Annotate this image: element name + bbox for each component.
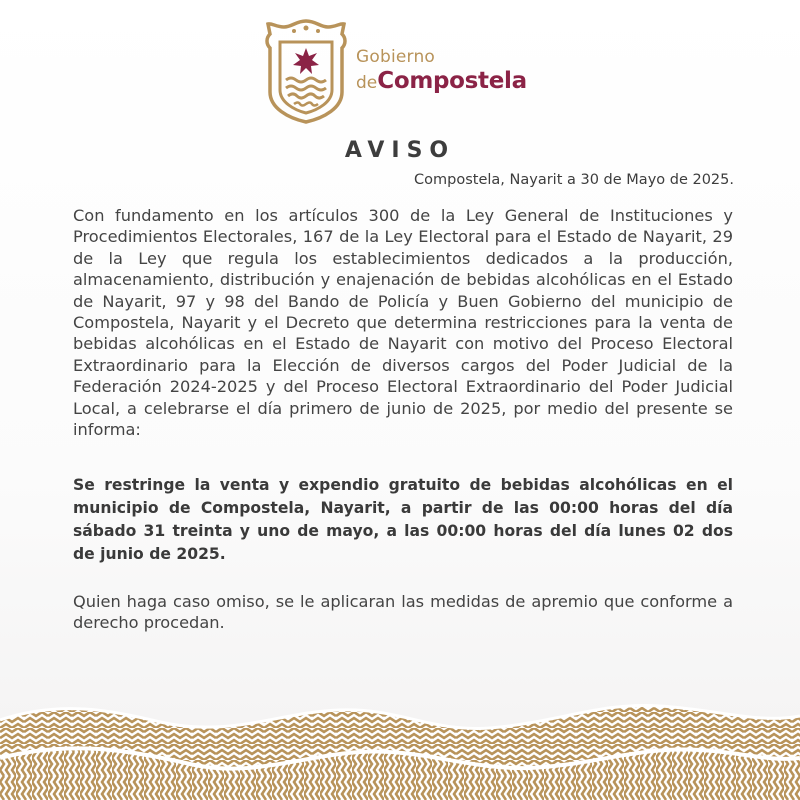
logo-line-gobierno: Gobierno [356, 47, 436, 67]
paragraph-restriction: Se restringe la venta y expendio gratuito de bebidas alcohólicas en el municipio de Compostela, Nayarit, a partir de las 00:00 horas del día sábado 31 treinta y uno de mayo, a las 00:00 horas del día lunes 02 dos de junio de 2025. [73, 476, 733, 563]
municipal-seal-icon [262, 18, 350, 124]
logo-wordmark [356, 47, 527, 97]
notice-date: Compostela, Nayarit a 30 de Mayo de 2025. [414, 172, 734, 188]
logo-line-compostela: Compostela [377, 68, 527, 94]
notice-title: AVISO [344, 138, 456, 163]
paragraph-sanction: Quien haga caso omiso, se le aplicaran las medidas de apremio que conforme a derecho procedan. [73, 592, 733, 633]
woven-wave-pattern-icon [0, 680, 800, 800]
government-logo [262, 18, 552, 128]
paragraph-legal-basis: Con fundamento en los artículos 300 de la Ley General de Instituciones y Procedimientos Electorales, 167 de la Ley Electoral para el Estado de Nayarit, 29 de la Ley que regula los establecimientos dedicados a la producción, almacenamiento, distribución y enajenación de bebidas alcohólicas en el Estado de Nayarit, 97 y 98 del Bando de Policía y Buen Gobierno del municipio de Compostela, Nayarit y el Decreto que determina restricciones para la venta de bebidas alcohólicas en el Estado de Nayarit con motivo del Proceso Electoral Extraordinario para la Elección de diversos cargos del Poder Judicial de la Federación 2024-2025 y del Proceso Electoral Extraordinario del Poder Judicial Local, a celebrarse el día primero de junio de 2025, por medio del presente se informa: [73, 206, 733, 440]
logo-line-de: de [356, 73, 378, 93]
